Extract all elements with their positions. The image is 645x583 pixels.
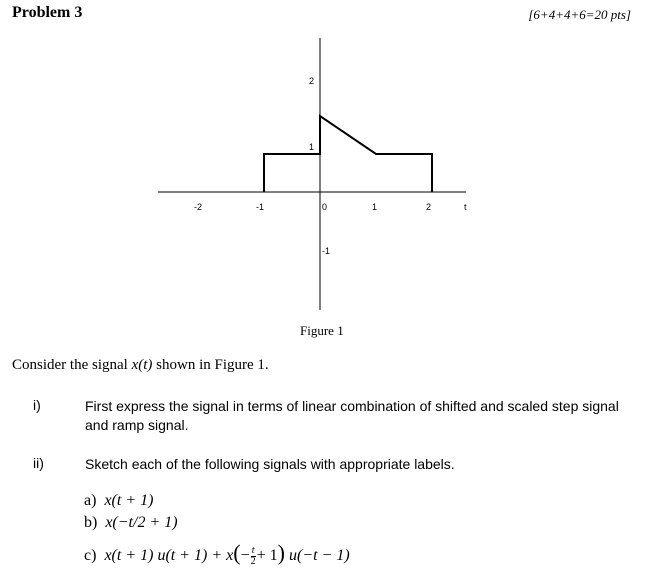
tick-label-x-neg1: -1 bbox=[256, 202, 265, 212]
tick-label-y-2: 2 bbox=[309, 76, 315, 86]
tick-label-x-1: 1 bbox=[372, 202, 378, 212]
sub-question-c: c) x(t + 1) u(t + 1) + x(− $\frac{t}{2}$ + 1) u(−t − 1) bbox=[84, 540, 350, 567]
figure-caption: Figure 1 bbox=[300, 323, 344, 338]
signal-figure bbox=[150, 32, 480, 317]
axis-label-t: t bbox=[464, 202, 467, 212]
sub-question-a: a) x(t + 1) bbox=[84, 492, 154, 509]
question-text: First express the signal in terms of linear combination of shifted and scaled step signal and ramp signal. bbox=[85, 398, 619, 433]
problem-title: Problem 3 bbox=[12, 4, 83, 21]
tick-label-x-neg2: -2 bbox=[194, 202, 203, 212]
question-number: ii) bbox=[33, 455, 44, 471]
sub-question-b: b) x(−t/2 + 1) bbox=[84, 514, 178, 531]
fraction-t-over-2: $\frac{t}{2}$ bbox=[250, 544, 256, 567]
question-number: i) bbox=[33, 397, 41, 413]
tick-label-x-0: 0 bbox=[322, 202, 328, 212]
tick-label-y-neg1: -1 bbox=[322, 246, 331, 256]
tick-label-x-2: 2 bbox=[426, 202, 432, 212]
question-text: Sketch each of the following signals with appropriate labels. bbox=[85, 456, 455, 472]
signal-x-of-t bbox=[264, 116, 432, 192]
tick-label-y-1: 1 bbox=[309, 142, 315, 152]
points-breakdown: [6+4+4+6=20 pts] bbox=[528, 7, 631, 22]
intro-sentence: Consider the signal x(t) shown in Figure 1. bbox=[12, 357, 269, 373]
